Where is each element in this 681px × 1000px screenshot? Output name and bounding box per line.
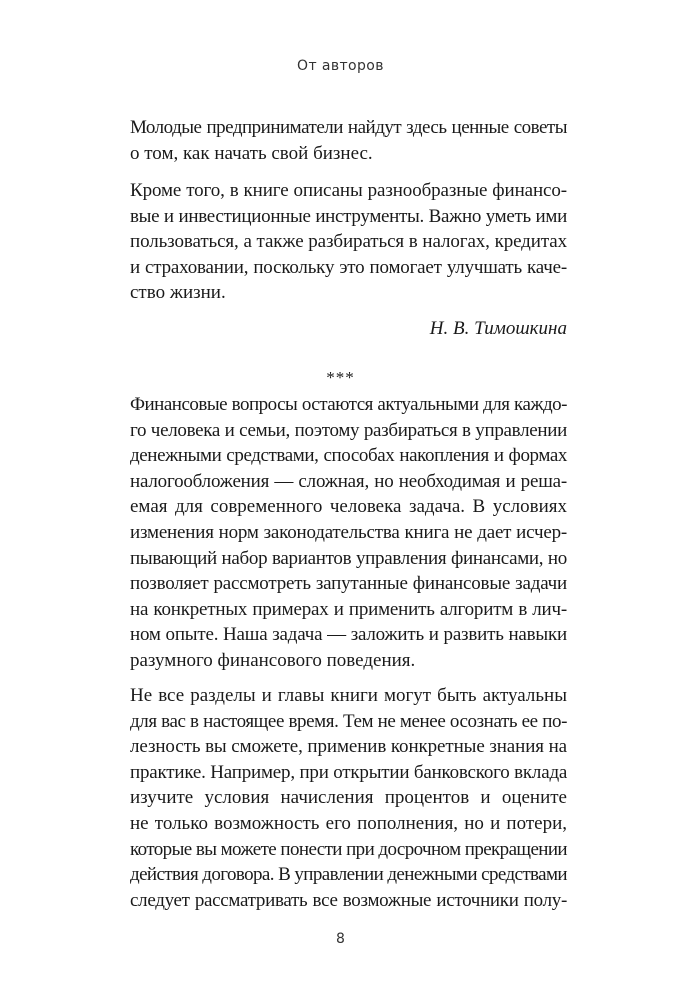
text-line: лезность вы сможете, применив конкретные знания на: [130, 736, 567, 758]
text-line: разумного финансового поведения.: [130, 649, 416, 671]
text-line: и страховании, поскольку это помогает улучшать каче-: [130, 256, 567, 278]
section-separator: ***: [326, 368, 355, 387]
text-line: Не все разделы и главы книги могут быть актуальны: [130, 685, 567, 706]
text-line: которые вы можете понести при досрочном прекращении: [130, 838, 567, 860]
text-line: Молодые предприниматели найдут здесь ценные советы: [130, 117, 567, 138]
text-line: изменения норм законодательства книга не дает исчер-: [130, 521, 567, 543]
text-line: о том, как начать свой бизнес.: [130, 142, 373, 164]
text-line: налогообложения — сложная, но необходимая и реша-: [130, 470, 567, 492]
text-line: вые и инвестиционные инструменты. Важно уметь ими: [130, 205, 567, 227]
paragraph-2: [130, 178, 567, 306]
text-line: позволяет рассмотреть запутанные финансовые задачи: [130, 573, 567, 595]
text-line: не только возможность его пополнения, но и потери,: [130, 812, 567, 834]
text-line: действия договора. В управлении денежными средствами: [130, 864, 567, 886]
text-line: емая для современного человека задача. В условиях: [130, 496, 567, 518]
text-line: следует рассматривать все возможные источники полу-: [130, 889, 567, 911]
text-line: для вас в настоящее время. Тем не менее осознать ее по-: [130, 710, 567, 732]
text-line: пользоваться, а также разбираться в налогах, кредитах: [130, 231, 567, 253]
text-line: на конкретных примерах и применить алгоритм в лич-: [130, 598, 567, 620]
text-line: пывающий набор вариантов управления финансами, но: [130, 547, 567, 569]
text-line: ном опыте. Наша задача — заложить и развить навыки: [130, 624, 567, 646]
paragraph-1: [130, 115, 567, 166]
text-line: го человека и семьи, поэтому разбираться в управлении: [130, 419, 567, 441]
text-line: Финансовые вопросы остаются актуальными для каждо-: [130, 394, 567, 415]
running-head: От авторов: [297, 58, 384, 74]
page-number: 8: [336, 931, 345, 947]
text-line: денежными средствами, способах накопления и формах: [130, 445, 567, 467]
text-line: изучите условия начисления процентов и оцените: [130, 787, 567, 809]
paragraph-3: [130, 392, 567, 674]
paragraph-4: [130, 683, 567, 913]
author-signature: Н. В. Тимошкина: [429, 318, 567, 339]
text-line: ство жизни.: [130, 282, 226, 304]
text-line: практике. Например, при открытии банковского вклада: [130, 761, 568, 783]
text-line: Кроме того, в книге описаны разнообразные финансо-: [130, 180, 567, 201]
